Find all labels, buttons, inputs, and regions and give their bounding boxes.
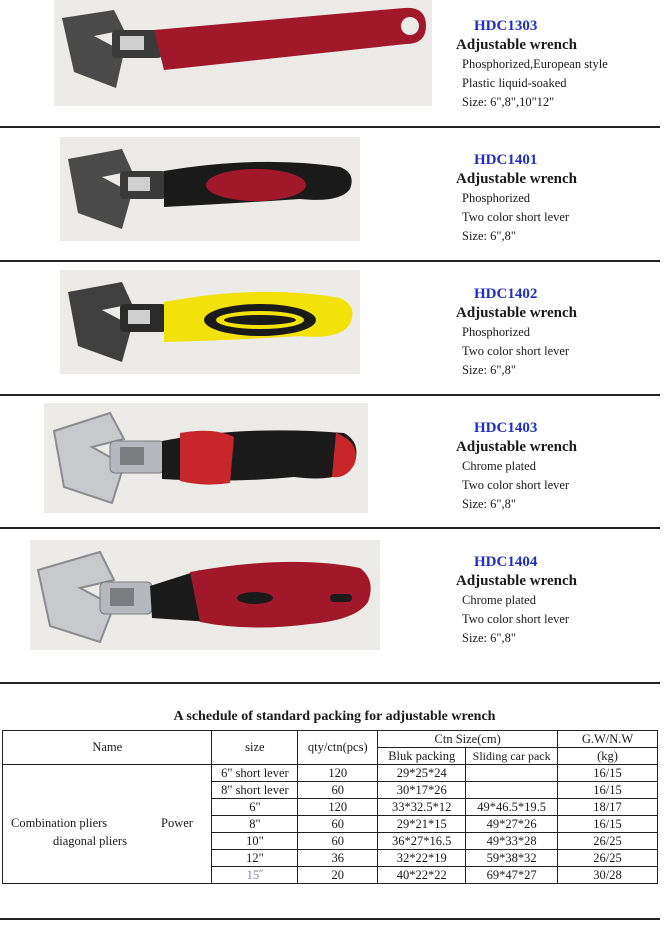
product-code: HDC1401 [474,152,538,168]
product-name: Adjustable wrench [456,439,577,455]
cell-qty: 120 [298,799,378,816]
product-detail: Size: 6",8",10"12" [462,95,555,109]
cell-size: 6" short lever [212,765,298,782]
product-name: Adjustable wrench [456,573,577,589]
table-row [3,765,658,782]
cell-bulk: 29*25*24 [378,765,466,782]
section-divider [0,126,660,128]
product-detail: Two color short lever [462,344,570,358]
name-cell [3,765,212,884]
product-info-hdc1404 [456,552,577,648]
cell-qty: 120 [298,765,378,782]
name-line: Combination pliers [11,816,108,830]
product-detail: Two color short lever [462,612,570,626]
cell-qty: 60 [298,816,378,833]
cell-gw: 30/28 [558,867,658,884]
product-name: Adjustable wrench [456,37,577,53]
header-name: Name [3,731,212,765]
product-detail: Plastic liquid-soaked [462,76,567,90]
product-name: Adjustable wrench [456,305,577,321]
header-gw-unit: (kg) [558,748,658,765]
cell-qty: 20 [298,867,378,884]
table-title: A schedule of standard packing for adjustable wrench [173,709,496,724]
cell-gw: 16/15 [558,782,658,799]
product-info-hdc1403 [456,418,577,514]
product-photo-hdc1402 [60,270,360,374]
cell-size: 10" [212,833,298,850]
header-sliding: Sliding car pack [466,748,558,765]
product-detail: Two color short lever [462,210,570,224]
product-detail: Phosphorized [462,325,531,339]
cell-bulk: 33*32.5*12 [378,799,466,816]
cell-sliding [466,765,558,782]
cell-qty: 36 [298,850,378,867]
section-divider [0,918,660,920]
product-detail: Phosphorized,European style [462,57,608,71]
cell-gw: 18/17 [558,799,658,816]
product-photo-hdc1401 [60,137,360,241]
header-gw: G.W/N.W [558,731,658,748]
section-divider [0,682,660,684]
cell-sliding: 59*38*32 [466,850,558,867]
product-detail: Size: 6",8" [462,631,516,645]
product-detail: Phosphorized [462,191,531,205]
header-bulk: Bluk packing [378,748,466,765]
cell-sliding: 69*47*27 [466,867,558,884]
product-detail: Chrome plated [462,459,536,473]
cell-gw: 16/15 [558,765,658,782]
product-info-hdc1401 [456,150,577,246]
cell-sliding: 49*27*26 [466,816,558,833]
product-code: HDC1404 [474,554,538,570]
product-code: HDC1403 [474,420,538,436]
cell-gw: 26/25 [558,850,658,867]
cell-qty: 60 [298,782,378,799]
cell-sliding: 49*33*28 [466,833,558,850]
product-code: HDC1402 [474,286,538,302]
product-photo-hdc1303 [54,0,432,106]
header-qty: qty/ctn(pcs) [298,731,378,765]
header-size: size [212,731,298,765]
cell-sliding: 49*46.5*19.5 [466,799,558,816]
cell-bulk: 32*22*19 [378,850,466,867]
cell-bulk: 29*21*15 [378,816,466,833]
product-detail: Chrome plated [462,593,536,607]
product-code: HDC1303 [474,18,538,34]
product-name: Adjustable wrench [456,171,577,187]
product-detail: Size: 6",8" [462,229,516,243]
cell-bulk: 36*27*16.5 [378,833,466,850]
table-header-row [3,731,658,748]
cell-size: 6" [212,799,298,816]
header-ctn-size: Ctn Size(cm) [378,731,558,748]
packing-table [2,730,658,884]
cell-sliding [466,782,558,799]
cell-size: 8" short lever [212,782,298,799]
cell-size: 8" [212,816,298,833]
cell-gw: 16/15 [558,816,658,833]
product-detail: Size: 6",8" [462,363,516,377]
cell-qty: 60 [298,833,378,850]
product-detail: Size: 6",8" [462,497,516,511]
name-line: diagonal pliers [53,834,127,848]
section-divider [0,394,660,396]
product-photo-hdc1403 [44,403,368,513]
product-detail: Two color short lever [462,478,570,492]
cell-bulk: 30*17*26 [378,782,466,799]
cell-size: 15˝ [212,867,298,884]
section-divider [0,260,660,262]
section-divider [0,527,660,529]
product-info-hdc1303 [456,16,608,112]
product-info-hdc1402 [456,284,577,380]
cell-gw: 26/25 [558,833,658,850]
name-line: Power [161,816,193,830]
product-photo-hdc1404 [30,540,380,650]
cell-size: 12" [212,850,298,867]
cell-bulk: 40*22*22 [378,867,466,884]
